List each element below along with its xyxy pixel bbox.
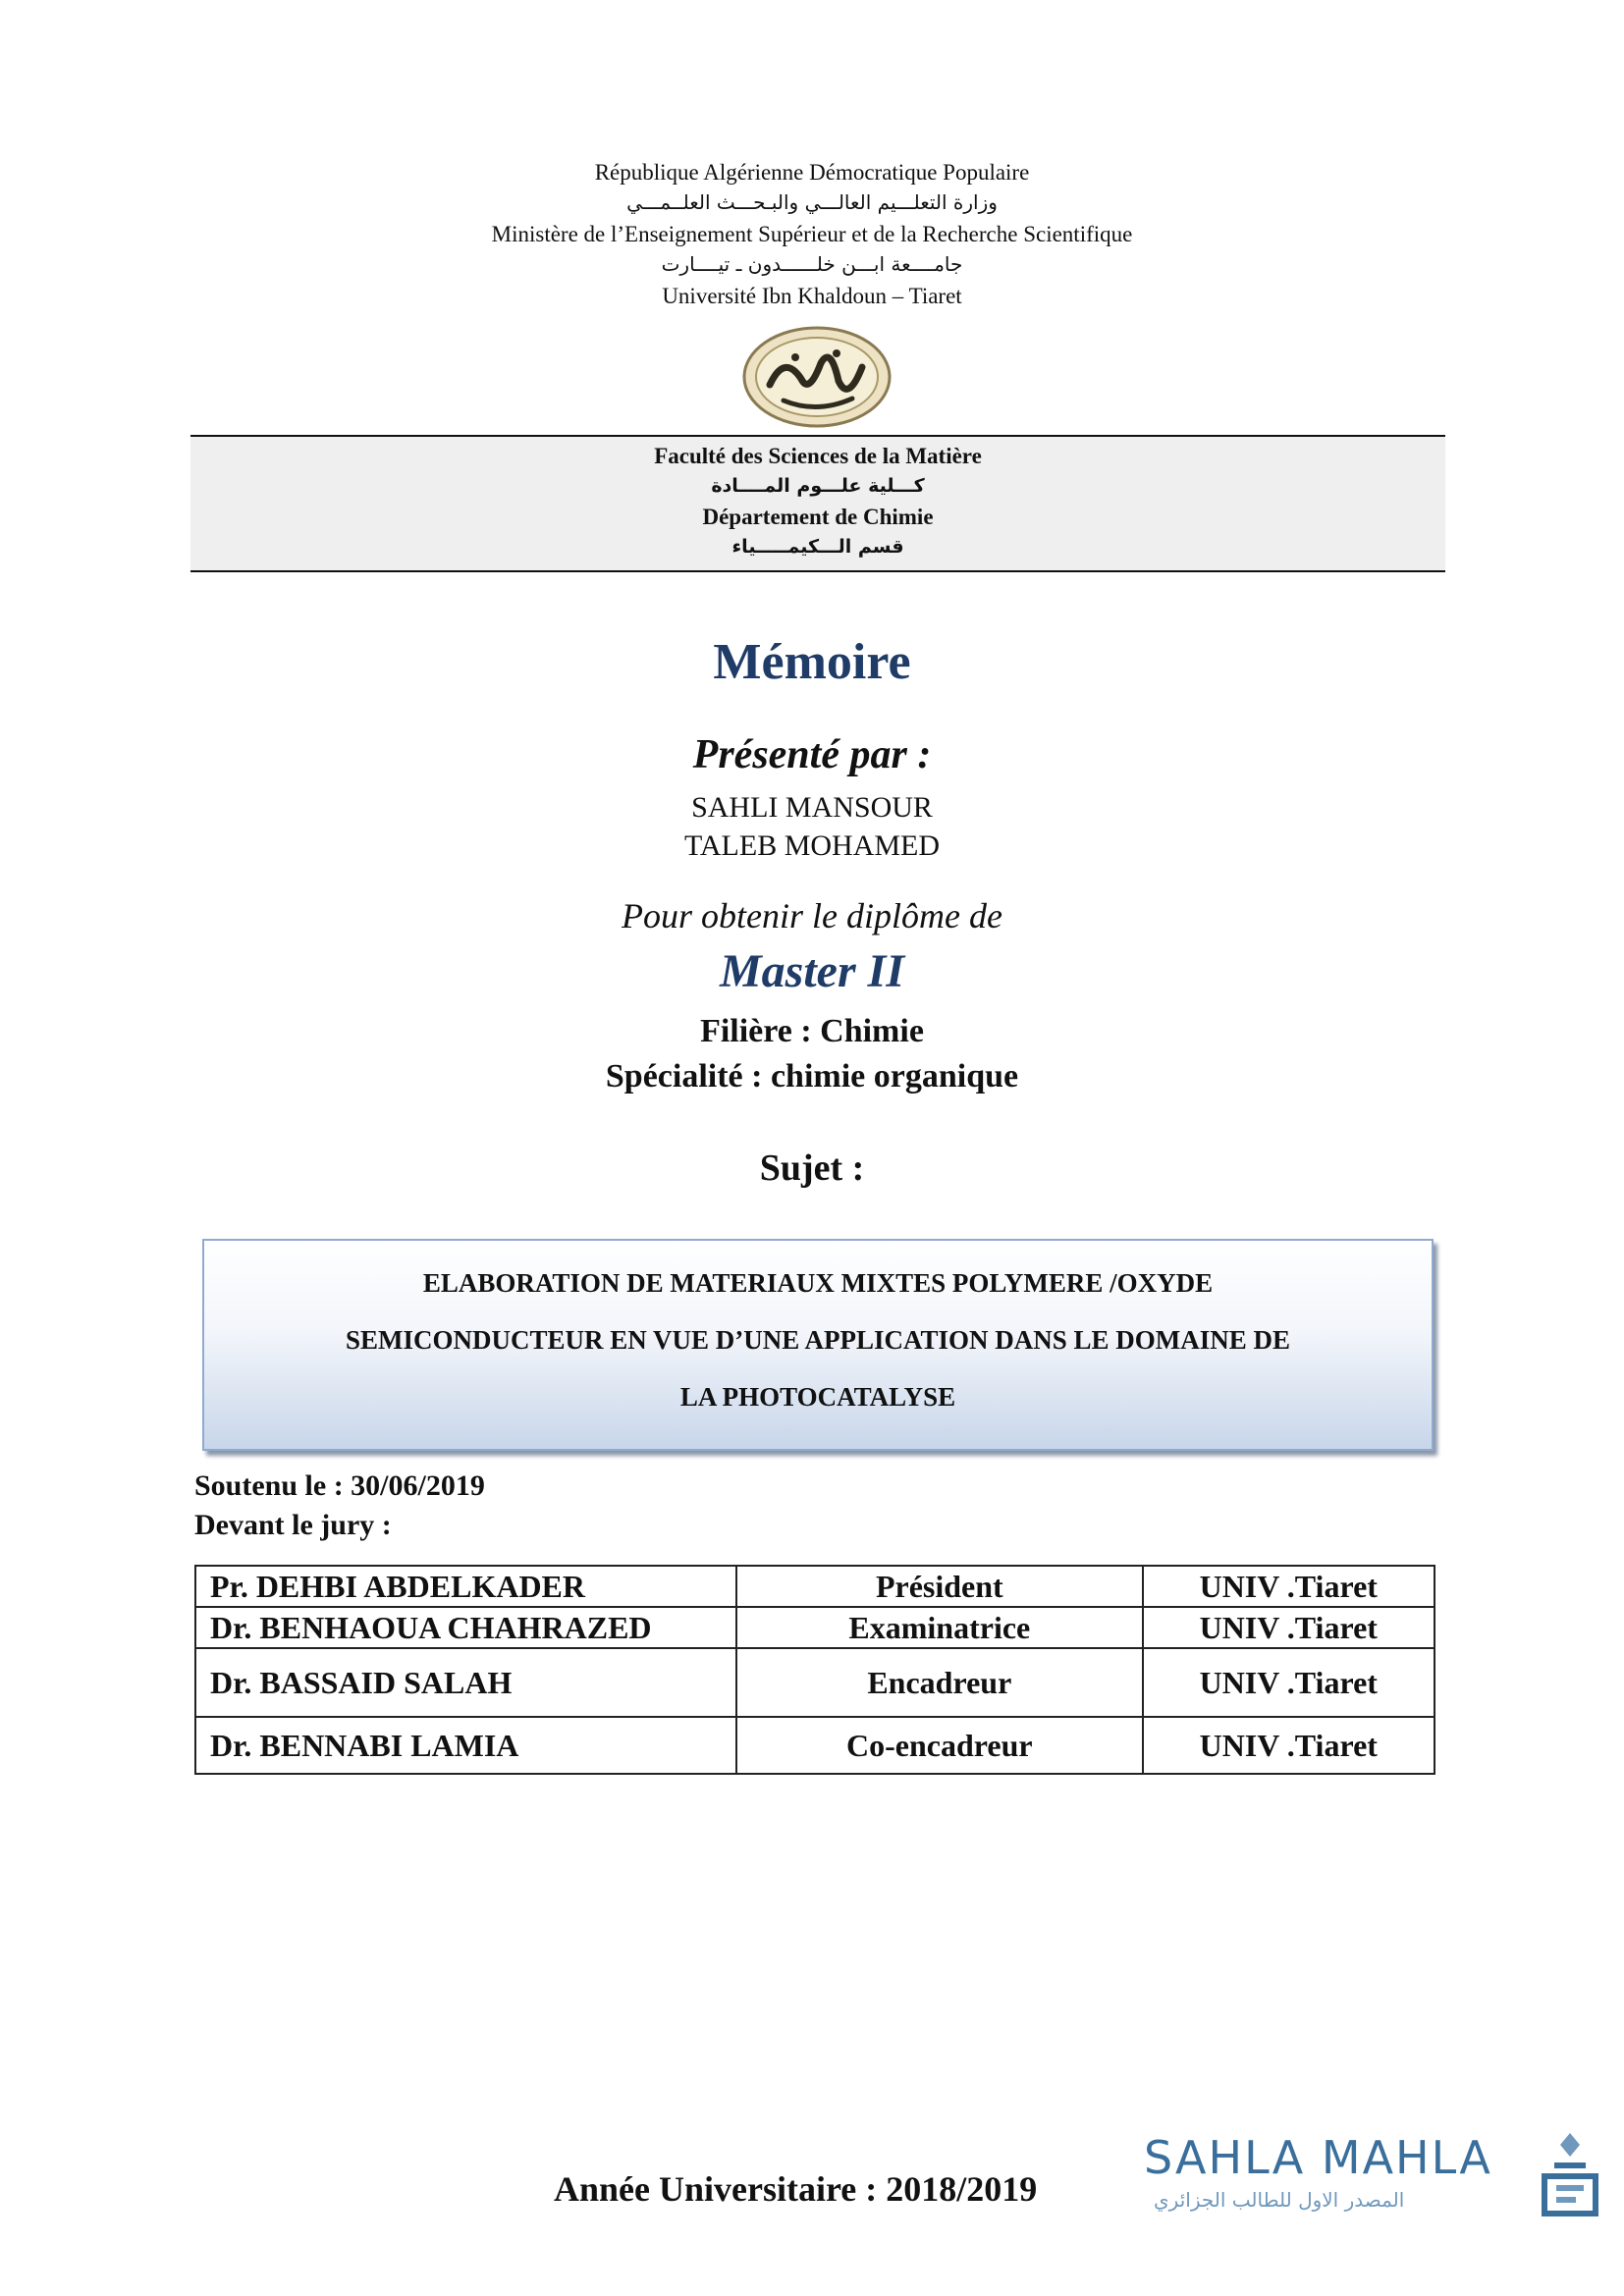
author-name: SAHLI MANSOUR	[691, 791, 933, 824]
author-name: TALEB MOHAMED	[683, 829, 941, 862]
faculty-name: Faculté des Sciences de la Matière	[654, 444, 982, 468]
subject-label: Sujet :	[759, 1148, 865, 1189]
jury-member-affiliation: UNIV .Tiaret	[1143, 1607, 1435, 1648]
jury-member-name: Dr. BENNABI LAMIA	[195, 1717, 736, 1774]
table-row	[195, 1648, 1435, 1717]
specialty-line: Spécialité : chimie organique	[605, 1058, 1019, 1095]
university-line: Université Ibn Khaldoun – Tiaret	[662, 284, 962, 308]
jury-member-role: Co-encadreur	[736, 1717, 1142, 1774]
table-row	[195, 1566, 1435, 1607]
university-arabic-line: جامــــعة ابـــن خلــــــدون ـ تيــــارت	[661, 252, 963, 276]
defense-date: Soutenu le : 30/06/2019	[194, 1469, 485, 1502]
watermark-brand: SAHLA MAHLA	[1144, 2131, 1492, 2184]
jury-member-affiliation: UNIV .Tiaret	[1143, 1566, 1435, 1607]
degree-title: Master II	[719, 945, 905, 997]
sahla-mahla-watermark	[1144, 2131, 1586, 2229]
department-name-arabic: قسم الـــكيمـــــياء	[731, 536, 904, 558]
academic-year: Année Universitaire : 2018/2019	[554, 2169, 1038, 2209]
faculty-name-arabic: كـــلية علـــوم المــــادة	[711, 475, 925, 497]
republic-line: République Algérienne Démocratique Populaire	[594, 160, 1030, 185]
subject-line: ELABORATION DE MATERIAUX MIXTES POLYMERE /OXYDE	[422, 1268, 1214, 1298]
subject-box	[202, 1239, 1434, 1451]
ministry-arabic-line: وزارة التعلـــيم العالـــي والبـحـــث العلــمـــي	[626, 190, 998, 214]
jury-member-affiliation: UNIV .Tiaret	[1143, 1717, 1435, 1774]
jury-member-name: Dr. BENHAOUA CHAHRAZED	[195, 1607, 736, 1648]
ministry-line: Ministère de l’Enseignement Supérieur et de la Recherche Scientifique	[491, 222, 1133, 246]
document-type-title: Mémoire	[713, 634, 911, 690]
jury-member-role: Examinatrice	[736, 1607, 1142, 1648]
jury-label: Devant le jury :	[194, 1509, 392, 1541]
university-seal-logo	[740, 324, 893, 430]
jury-table	[194, 1565, 1435, 1775]
diploma-purpose: Pour obtenir le diplôme de	[622, 896, 1002, 935]
watermark-tagline: المصدر الاول للطالب الجزائري	[1154, 2188, 1405, 2212]
jury-member-name: Dr. BASSAID SALAH	[195, 1648, 736, 1717]
table-row	[195, 1607, 1435, 1648]
field-line: Filière : Chimie	[700, 1013, 924, 1049]
subject-line: SEMICONDUCTEUR EN VUE D’UNE APPLICATION DANS LE DOMAINE DE	[345, 1325, 1291, 1355]
sahla-mahla-logo-icon	[1535, 2129, 1605, 2219]
department-name: Département de Chimie	[702, 505, 934, 529]
subject-line: LA PHOTOCATALYSE	[679, 1382, 956, 1412]
table-row	[195, 1717, 1435, 1774]
jury-member-name: Pr. DEHBI ABDELKADER	[195, 1566, 736, 1607]
jury-member-role: Encadreur	[736, 1648, 1142, 1717]
faculty-band	[190, 435, 1445, 572]
jury-member-affiliation: UNIV .Tiaret	[1143, 1648, 1435, 1717]
presented-by-label: Présenté par :	[692, 732, 932, 777]
jury-member-role: Président	[736, 1566, 1142, 1607]
